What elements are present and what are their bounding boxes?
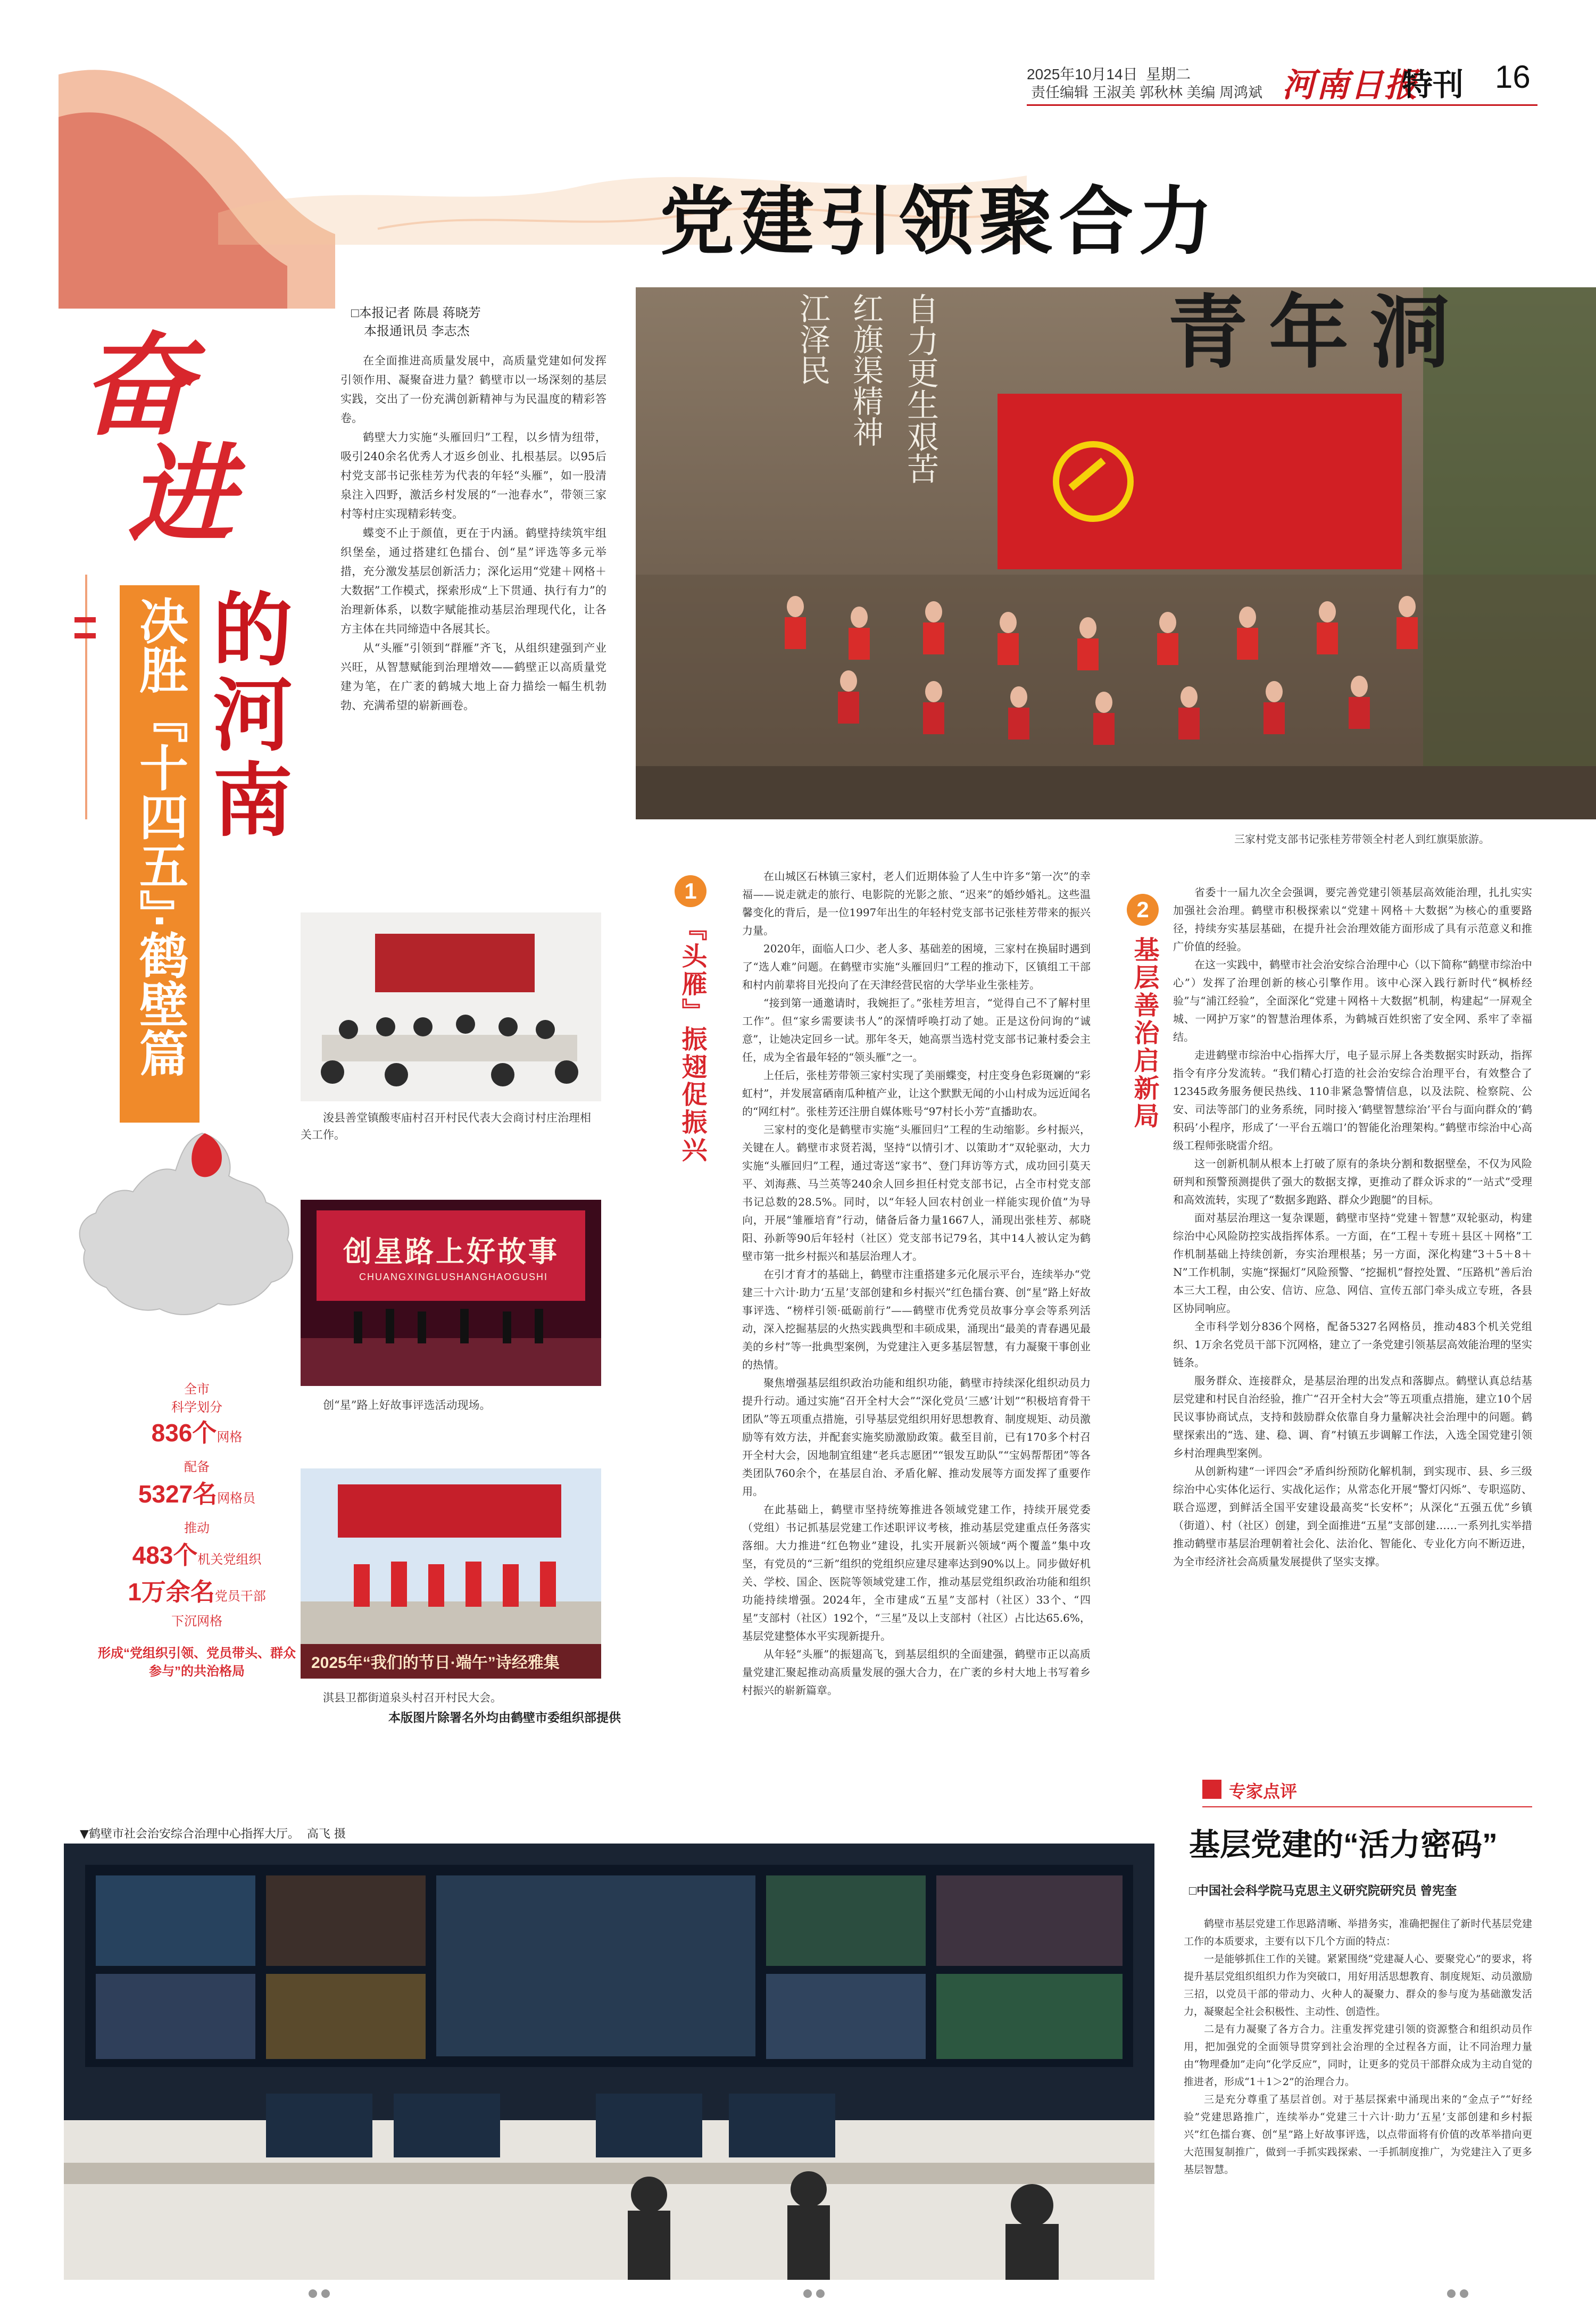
expert-author: □中国社会科学院马克思主义研究院研究员 曾宪奎 — [1189, 1883, 1457, 1897]
stats-block — [90, 1381, 303, 1681]
series-char-1: 奋 — [80, 320, 192, 451]
stat-unit: 网格 — [217, 1430, 243, 1444]
expert-paragraph: 二是有力凝聚了各方合力。注重发挥党建引领的资源整合和组织动员作用，把加强党的全面领导贯穿到社会治理的全过程各方面，让不同治理力量由“物理叠加”走向“化学反应”，同时，让更多的党员干部群众成为主动自觉的推进者，形成“1＋1＞2”的治理合力。 — [1184, 2023, 1532, 2088]
bottom-photo-caption: ▼鹤壁市社会治安综合治理中心指挥大厅。 高飞 摄 — [80, 1828, 346, 1841]
section2-paragraph: 面对基层治理这一复杂课题，鹤壁市坚持“党建＋智慧”双轮驱动，构建综治中心风险防控实战指挥体系。一方面，在“工程＋专班＋县区＋网格”工作机制基础上持续创新，夯实治理根基；另一方面，深化构建“3＋5＋8＋N”工作机制，实施“探掘灯”风险预警、“挖掘机”督控处置、“压路机”善后治本三大工程，由公安、信访、应急、网信、宣传五部门牵头成立专班，各县区协同响应。 — [1173, 1211, 1532, 1315]
series-char-3: 的 — [213, 584, 293, 677]
section2-paragraph: 省委十一届九次全会强调，要完善党建引领基层高效能治理，扎扎实实加强社会治理。鹤壁市积极探索以“党建＋网格＋大数据”为核心的重要路径，持续夯实基层基础，在提升社会治理效能方面形成了具有示范意义和推广价值的经验。 — [1173, 886, 1532, 953]
main-title: 党建引领聚合力 — [660, 180, 1219, 263]
stat-label: 全市 — [184, 1382, 210, 1397]
photo-stage — [301, 1200, 601, 1386]
intro-paragraph: 在全面推进高质量发展中，高质量党建如何发挥引领作用、凝聚奋进力量？鹤壁市以一场深刻的基层实践，交出了一份充满创新精神与为民温度的精彩答卷。 — [340, 354, 606, 425]
section1-paragraph: 上任后，张桂芳带领三家村实现了美丽蝶变，村庄变身色彩斑斓的“彩虹村”，并发展富硒南瓜种植产业，让这个默默无闻的小山村成为远近闻名的“网红村”。张桂芳还注册自媒体账号“97村长小芳”直播助农。 — [742, 1069, 1091, 1118]
expert-paragraph: 三是充分尊重了基层首创。对于基层探索中涌现出来的“金点子”“好经验”党建思路推广，连续举办“党建三十六计·助力‘五星’支部创建和乡村振兴”红色擂台赛、创“星”路上好故事评选，以点带面将有价值的改革举措向更大范围复制推广，做到一手抓实践探索、一手抓制度推广，为党建注入了更多基层智慧。 — [1184, 2094, 1532, 2176]
section1-paragraph: 在引才育才的基础上，鹤壁市注重搭建多元化展示平台，连续举办“党建三十六计·助力‘五星’支部创建和乡村振兴”红色擂台赛、创“星”路上好故事评选、“榜样引领·砥砺前行”——鹤壁市优秀党员故事分享会等系列活动，深入挖掘基层的火热实践典型和丰硕成果，涌现出“最美的青春遇见最美的乡村”等一批典型案例，为党建注入更多基层智慧，有力凝聚干事创业的热情。 — [742, 1268, 1091, 1371]
photo-meeting — [301, 912, 601, 1101]
section1-title: 『头雁』振翅促振兴 — [678, 915, 706, 1164]
photo-stage-caption: 创“星”路上好故事评选活动现场。 — [323, 1399, 491, 1412]
expert-tag: 专家点评 — [1229, 1782, 1298, 1801]
section2-number: 2 — [1127, 894, 1159, 926]
section2-paragraph: 这一创新机制从根本上打破了原有的条块分割和数据壁垒，不仅为风险研判和预警预测提供了强大的数据支撑，更推动了群众诉求的“一站式”受理和高效流转，实现了“数据多跑路、群众少跑腿”的目标。 — [1173, 1157, 1532, 1206]
intro-paragraph: 鹤壁大力实施“头雁回归”工程，以乡情为纽带，吸引240余名优秀人才返乡创业、扎根基层。以95后村党支部书记张桂芳为代表的年轻“头雁”，如一股清泉注入四野，激活乡村发展的“一池春水”，带领三家村等村庄实现精彩转变。 — [340, 431, 606, 520]
henan-map-icon — [69, 1128, 303, 1325]
main-photo-caption: 三家村党支部书记张桂芳带领全村老人到红旗渠旅游。 — [1234, 833, 1490, 845]
stat-value: 483个 — [132, 1541, 198, 1569]
stat-label: 推动 — [184, 1521, 210, 1535]
main-photo-carving-3: 江泽民 — [794, 293, 830, 385]
section1-body — [742, 867, 1091, 1699]
expert-rule — [1202, 1806, 1532, 1807]
section1-paragraph: 三家村的变化是鹤壁市实施“头雁回归”工程的生动缩影。乡村振兴，关键在人。鹤壁市求贤若渴，坚持“以情引才、以策助才”双轮驱动，大力实施“头雁回归”工程，通过寄送“家书”、登门拜访等方式，成功回引莫天平、刘海燕、马兰英等240余人回乡担任村党支部书记，占全市村党支部书记总数的28.5%。同时，以“年轻人回农村创业一样能实现价值”为导向，开展“雏雁培育”行动，储备后备力量1667人，涌现出张桂芳、郝晓阳、孙新等90后年轻村（社区）党支部书记79名，其中14人被认定为鹤壁市第一批乡村振兴和基层治理人才。 — [742, 1123, 1091, 1263]
stat-unit: 党员干部 — [214, 1589, 266, 1604]
stat-unit: 网格员 — [217, 1491, 256, 1506]
intro-paragraph: 从“头雁”引领到“群雁”齐飞，从组织建强到产业兴旺，从智慧赋能到治理增效——鹤壁正以高质量党建为笔，在广袤的鹤城大地上奋力描绘一幅生机勃勃、充满希望的崭新画卷。 — [340, 642, 606, 712]
series-char-2: 进 — [128, 432, 235, 557]
intro-text — [340, 351, 606, 715]
stat-value: 836个 — [151, 1419, 217, 1447]
expert-paragraph: 一是能够抓住工作的关键。紧紧围绕“党建凝人心、要聚党心”的要求，将提升基层党组织组织力作为突破口，用好用活思想教育、制度规矩、动员激励三招，以党员干部的带动力、火种人的凝聚力、群众的参与度为基础激发活力，凝聚起全社会积极性、主动性、创造性。 — [1184, 1953, 1532, 2018]
section1-paragraph: 从年轻“头雁”的振翅高飞，到基层组织的全面建强，鹤壁市正以高质量党建汇聚起推动高质量发展的强大合力，在广袤的乡村大地上书写着乡村振兴的崭新篇章。 — [742, 1648, 1091, 1697]
section2-paragraph: 从创新构建“一评四会”矛盾纠纷预防化解机制，到实现市、县、乡三级综治中心实体化运行、实战化运作；从常态化开展“警灯闪烁”、专职巡防、联合巡逻，到鲜活全国平安建设最高奖“长安杯”；从深化“五强五优”乡镇（街道）、村（社区）创建，到全面推进“五星”支部创建……一系列扎实举措推动鹤壁市基层治理朝着社会化、法治化、智能化、专业化方向不断迈进，为全市经济社会高质量发展提供了坚实支撑。 — [1173, 1465, 1532, 1568]
section1-paragraph: 2020年，面临人口少、老人多、基础差的困境，三家村在换届时遇到了“选人难”问题。在鹤壁市实施“头雁回归”工程的推动下，区镇组工干部和村内前辈将目光投向了在天津经营民宿的大学毕业生张桂芳。 — [742, 942, 1091, 991]
section2-paragraph: 服务群众、连接群众，是基层治理的出发点和落脚点。鹤壁认真总结基层党建和村民自治经验，推广“召开全村大会”等五项重点措施，建立10个居民议事协商试点，支持和鼓励群众依靠自身力量解决社会治理中的问题。鹤壁探索出的“选、建、稳、调、育”村镇五步调解工作法，入选全国党建引领乡村治理典型案例。 — [1173, 1374, 1532, 1459]
photo-stage-banner: 创星路上好故事 — [343, 1234, 559, 1268]
expert-body — [1184, 1915, 1532, 2179]
photo-meeting-image — [301, 912, 601, 1101]
header-editors: 责任编辑 王淑美 郭秋林 美编 周鸿斌 — [1031, 85, 1263, 101]
page-number: 16 — [1495, 59, 1531, 95]
expert-tag-icon — [1202, 1780, 1221, 1799]
series-char-5: 南 — [213, 754, 293, 848]
stat-value: 5327名 — [138, 1480, 218, 1508]
section1-paragraph: “接到第一通邀请时，我婉拒了。”张桂芳坦言，“觉得自己不了解村里工作”。但“家乡需要读书人”的深情呼唤打动了她。正是这份问询的“诚意”，让她决定回乡一试。那年冬天，她高票当选村党支部书记兼村委会主任，成为全省最年轻的“领头雁”之一。 — [742, 997, 1091, 1064]
section2-paragraph: 走进鹤壁市综治中心指挥大厅，电子显示屏上各类数据实时跃动，指挥指令有序分发流转。“我们精心打造的社会治安综合治理平台，有效整合了12345政务服务便民热线、110非紧急警情信息，以及法院、检察院、公安、司法等部门的业务系统，同时接入‘鹤壁智慧综治’平台与面向群众的‘鹤积码’小程序，形成了‘一平台五端口’的智能化治理架构。”鹤壁市综治中心高级工程师张晓雷介绍。 — [1173, 1049, 1532, 1152]
byline-correspondent: 本报通讯员 李志杰 — [364, 324, 470, 338]
stat-value: 1万余名 — [128, 1578, 215, 1606]
photo-festival-image — [301, 1468, 601, 1679]
main-photo-carving-1: 自力更生艰苦 — [902, 293, 939, 484]
expert-title: 基层党建的“活力密码” — [1189, 1828, 1498, 1862]
decor-dash — [74, 617, 96, 622]
main-photo — [636, 287, 1596, 819]
header-date: 2025年10月14日 星期二 — [1027, 66, 1191, 82]
main-photo-carving — [896, 293, 944, 484]
decor-dash — [74, 633, 96, 638]
byline-reporters: □本报记者 陈晨 蒋晓芳 — [351, 306, 481, 320]
byline — [351, 304, 481, 341]
footer-dots-3 — [1447, 2289, 1473, 2300]
stat-unit: 机关党组织 — [197, 1552, 262, 1567]
photo-stage-image — [301, 1200, 601, 1386]
section1-paragraph: 在山城区石林镇三家村，老人们近期体验了人生中许多“第一次”的幸福——说走就走的旅行、电影院的光影之旅、“迟来”的婚纱婚礼。这些温馨变化的背后，是一位1997年出生的年轻村党支部书记张桂芳带来的振兴力量。 — [742, 870, 1091, 937]
section2-body — [1173, 883, 1532, 1571]
paper-logo: 河南日报 — [1282, 65, 1419, 104]
intro-paragraph: 蝶变不止于颜值，更在于内涵。鹤壁持续筑牢组织堡垒，通过搭建红色擂台、创“星”评选等多元举措，充分激发基层创新活力；深化运用“党建＋网格＋大数据”工作模式，探索形成“上下贯通、执行有力”的治理新体系，以数字赋能推动基层治理现代化，让各方主体在共同缔造中各展其长。 — [340, 527, 606, 635]
section1-number: 1 — [675, 875, 706, 907]
decor-line — [85, 575, 87, 819]
section1-paragraph: 在此基础上，鹤壁市坚持统筹推进各领域党建工作，持续开展党委（党组）书记抓基层党建工作述职评议考核，推动基层党建重点任务落实落细。大力推进“红色物业”建设，扎实开展新兴领域“两个覆盖”集中攻坚，有党员的“三新”组织的党组织应建尽建率达到90%以上。同步做好机关、学校、国企、医院等领域党建工作，推动基层党组织政治功能和组织功能持续增强。2024年，全市建成“五星”支部村（社区）33个、“四星”支部村（社区）192个，“三星”及以上支部村（社区）占比达65.6%，基层党建整体水平实现新提升。 — [742, 1503, 1091, 1642]
main-photo-sign: 青年洞 — [1168, 287, 1472, 379]
photo-meeting-caption: 浚县善堂镇酸枣庙村召开村民代表大会商讨村庄治理相关工作。 — [301, 1111, 591, 1141]
stat-label: 科学划分 — [171, 1400, 222, 1415]
photo-credit: 本版图片除署名外均由鹤壁市委组织部提供 — [388, 1711, 621, 1724]
section1-paragraph: 聚焦增强基层组织政治功能和组织功能，鹤壁市持续深化组织动员力提升行动。通过实施“召开全村大会”“深化党员‘三感’计划”“积极培育骨干团队”等五项重点措施，引导基层党组织用好思想教育、制度规矩、动员激励等有效方法，并配套实施奖励激励政策。截至目前，已有170多个村召开全村大会，因地制宜组建“老兵志愿团”“银发互助队”“宝妈帮帮团”等各类团队760余个，在基层自治、矛盾化解、推动发展等方面发挥了重要作用。 — [742, 1376, 1091, 1498]
footer-dots-2 — [803, 2289, 829, 2300]
photo-stage-banner-en: CHUANGXINGLUSHANGHAOGUSHI — [359, 1272, 548, 1282]
footer-dots-1 — [309, 2289, 334, 2300]
main-photo-carving-2: 红旗渠精神 — [847, 293, 884, 447]
section-name: 特刊 — [1402, 67, 1464, 103]
expert-paragraph: 鹤壁市基层党建工作思路清晰、举措务实，准确把握住了新时代基层党建工作的本质要求，主要有以下几个方面的特点： — [1184, 1918, 1532, 1947]
stat-unit: 下沉网格 — [171, 1614, 222, 1629]
photo-festival-banner: 2025年“我们的节日·端午”诗经雅集 — [311, 1654, 560, 1672]
command-hall-photo — [64, 1844, 1154, 2280]
stat-label: 配备 — [184, 1460, 210, 1474]
section2-title: 基层善治启新局 — [1130, 936, 1158, 1130]
photo-festival-caption: 淇县卫都街道泉头村召开村民大会。 — [323, 1691, 502, 1704]
photo-festival — [301, 1468, 601, 1679]
series-char-4: 河 — [213, 669, 293, 762]
stat-footer: 形成“党组织引领、党员带头、群众参与”的共治格局 — [98, 1646, 296, 1679]
command-hall-image — [64, 1844, 1154, 2280]
section2-paragraph: 在这一实践中，鹤壁市社会治安综合治理中心（以下简称“鹤壁市综治中心”）发挥了治理创新的核心引擎作用。该中心深入践行新时代“枫桥经验”与“浦江经验”，全面深化“党建＋网格＋大数据”机制，构建起“一屏观全城、一网护万家”的智慧治理体系，为鹤城百姓织密了安全网、系牢了幸福结。 — [1173, 958, 1532, 1043]
series-subtitle: 决胜『十四五』·鹤壁篇 — [132, 596, 187, 1077]
section2-paragraph: 全市科学划分836个网格，配备5327名网格员，推动483个机关党组织、1万余名党员干部下沉网格，建立了一条党建引领基层高效能治理的坚实链条。 — [1173, 1320, 1532, 1369]
